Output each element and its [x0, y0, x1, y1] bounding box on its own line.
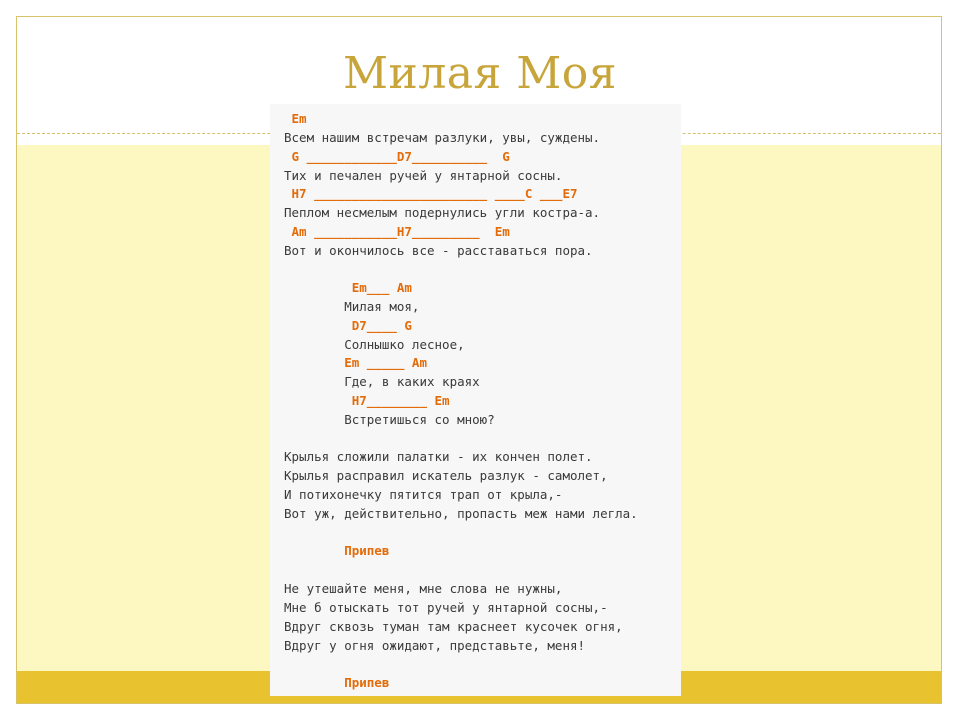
chord-line: Am ___________H7_________ Em	[284, 224, 510, 239]
lyric-line: Всем нашим встречам разлуки, увы, суждены.	[284, 130, 601, 145]
refrain-label: Припев	[284, 675, 390, 690]
lyric-line: Вдруг сквозь туман там краснеет кусочек огня,	[284, 619, 623, 634]
chord-line: Em _____ Am	[284, 355, 427, 370]
chord-line: D7____ G	[284, 318, 412, 333]
chord-line: H7________ Em	[284, 393, 450, 408]
lyrics-panel	[270, 104, 681, 696]
lyric-line: Милая моя,	[284, 299, 420, 314]
slide-title: Милая Моя	[342, 48, 618, 99]
lyric-line: Где, в каких краях	[284, 374, 480, 389]
refrain-label: Припев	[284, 543, 390, 558]
lyric-line: Вдруг у огня ожидают, представьте, меня!	[284, 638, 586, 653]
lyric-line: Мне б отыскать тот ручей у янтарной сосны,-	[284, 600, 608, 615]
lyric-line: Не утешайте меня, мне слова не нужны,	[284, 581, 563, 596]
lyric-line: Крылья сложили палатки - их кончен полет.	[284, 449, 593, 464]
chord-line: Em___ Am	[284, 280, 412, 295]
lyric-line: Пеплом несмелым подернулись угли костра-а.	[284, 205, 601, 220]
lyric-line: Солнышко лесное,	[284, 337, 465, 352]
lyric-line: Тих и печален ручей у янтарной сосны.	[284, 168, 563, 183]
chord-line: Em	[284, 111, 307, 126]
lyric-line: Крылья расправил искатель разлук - самолет,	[284, 468, 608, 483]
lyric-line: Вот уж, действительно, пропасть меж нами легла.	[284, 506, 638, 521]
lyric-line: И потихонечку пятится трап от крыла,-	[284, 487, 563, 502]
chord-line: H7 _______________________ ____C ___E7	[284, 186, 578, 201]
lyric-line: Встретишься со мною?	[284, 412, 495, 427]
chord-line: G ____________D7__________ G	[284, 149, 510, 164]
lyric-line: Вот и окончилось все - расставаться пора.	[284, 243, 593, 258]
